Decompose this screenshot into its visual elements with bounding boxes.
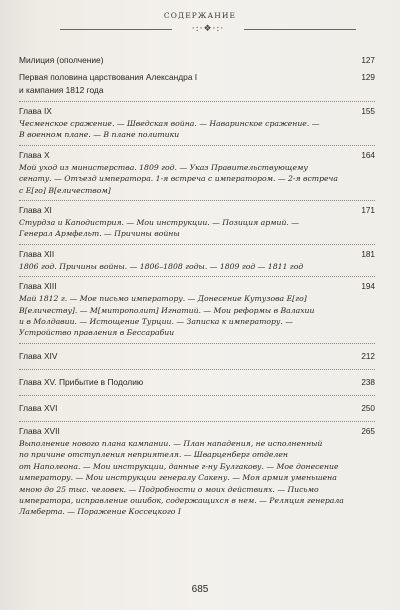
entry-description: Май 1812 г. — Мое письмо императору. — Донесение Кутузова Е[го] <box>19 294 307 304</box>
entry-description: и в Молдавии. — Истощение Турции. — Записка к императору. — <box>19 317 293 327</box>
entry-title: Глава XII <box>19 248 55 259</box>
entry-page-number: 181 <box>361 249 375 259</box>
entry-page-number: 164 <box>361 150 375 160</box>
entry-description: сенату. — Отъезд императора. 1-я встреча с императором. — 2-я встреча <box>19 174 338 184</box>
toc-entry[interactable] <box>19 376 375 389</box>
entry-separator <box>19 200 375 201</box>
toc-entry[interactable] <box>19 280 375 339</box>
entry-description: Устройство правления в Бессарабии <box>19 328 175 338</box>
entry-title: Глава XIII <box>19 281 57 292</box>
toc-entry[interactable] <box>19 71 375 97</box>
ornament-divider <box>60 23 356 35</box>
toc-entry[interactable] <box>19 425 375 518</box>
entry-title: Первая половина царствования Александра I <box>19 72 198 82</box>
ornament-rule-left <box>60 29 172 30</box>
entry-description: мною до 25 тыс. человек. — Подробности о моих действиях. — Письмо <box>19 484 319 494</box>
entry-page-number: 265 <box>361 426 375 436</box>
ornament-icon: ·:·❖·:· <box>191 24 225 34</box>
entry-description: Ламберта. — Поражение Коссецкого I <box>19 507 181 517</box>
entry-description: Генерал Армфельт. — Причины войны <box>19 229 180 239</box>
entry-separator <box>19 369 375 370</box>
entry-title: Глава XVII <box>19 425 60 436</box>
entry-title: Глава XVI <box>19 402 58 413</box>
entry-page-number: 171 <box>361 206 375 216</box>
entry-title: Милиция (ополчение) <box>19 55 104 65</box>
toc-entry[interactable] <box>19 350 375 363</box>
entry-title: Глава XI <box>19 205 52 216</box>
entry-description: по причине отступления неприятеля. — Шварценберг отделен <box>19 450 288 460</box>
entry-title: Глава IX <box>19 106 52 116</box>
toc-entry[interactable] <box>19 105 375 141</box>
entry-description: от Наполеона. — Мои инструкции, данные г-ну Булгакову. — Мое донесение <box>19 461 339 471</box>
entry-description: Мой уход из министерства. 1809 год. — Указ Правительствующему <box>19 162 308 172</box>
entry-description: императора, исправление ошибок, содержащихся в нем. — Реляция генерала <box>19 495 344 505</box>
entry-description: императору. — Мои инструкции генералу Сакену. — Моя армия уменьшена <box>19 473 337 483</box>
entry-description: В[еличеству]. — М[митрополит] Игнатий. — Мои реформы в Валахии <box>19 305 315 315</box>
entry-description: 1806 год. Причины войны. — 1806–1808 годы. — 1809 год — 1811 год <box>19 261 304 271</box>
entry-separator <box>19 101 375 102</box>
entry-separator <box>19 395 375 396</box>
entry-description: Выполнение нового плана кампании. — План нападения, не исполненный <box>19 438 323 448</box>
toc-entry[interactable] <box>19 149 375 196</box>
entry-separator <box>19 145 375 146</box>
entry-description: Стурдза и Каподистрия. — Мои инструкции. — Позиция армий. — <box>19 218 299 228</box>
entry-separator <box>19 244 375 245</box>
entry-page-number: 194 <box>361 282 375 292</box>
entry-title: Глава XIV <box>19 350 58 361</box>
entry-description: с Е[го] В[еличеством] <box>19 185 111 195</box>
entry-separator <box>19 421 375 422</box>
toc-entry[interactable] <box>19 402 375 415</box>
entry-page-number: 127 <box>361 56 375 65</box>
entry-page-number: 129 <box>361 73 375 82</box>
entry-page-number: 238 <box>361 377 375 387</box>
entry-page-number: 212 <box>361 351 375 361</box>
entry-title: и кампания 1812 года <box>19 85 104 95</box>
entry-description: Чесменское сражение. — Шведская война. — Наваринское сражение. — <box>19 119 320 128</box>
ornament-rule-right <box>244 29 356 30</box>
table-of-contents <box>19 54 375 518</box>
entry-description: В военном плане. — В плане политики <box>19 130 180 140</box>
toc-entry[interactable] <box>19 204 375 240</box>
entry-separator <box>19 343 375 344</box>
entry-page-number: 250 <box>361 403 375 413</box>
running-head: СОДЕРЖАНИЕ <box>163 11 237 20</box>
entry-separator <box>19 276 375 277</box>
entry-title: Глава X <box>19 149 50 160</box>
toc-entry[interactable] <box>19 54 375 67</box>
toc-entry[interactable] <box>19 248 375 272</box>
entry-title: Глава XV. Прибытие в Подолию <box>19 376 144 387</box>
page-number: 685 <box>191 584 209 595</box>
entry-page-number: 155 <box>361 107 375 116</box>
